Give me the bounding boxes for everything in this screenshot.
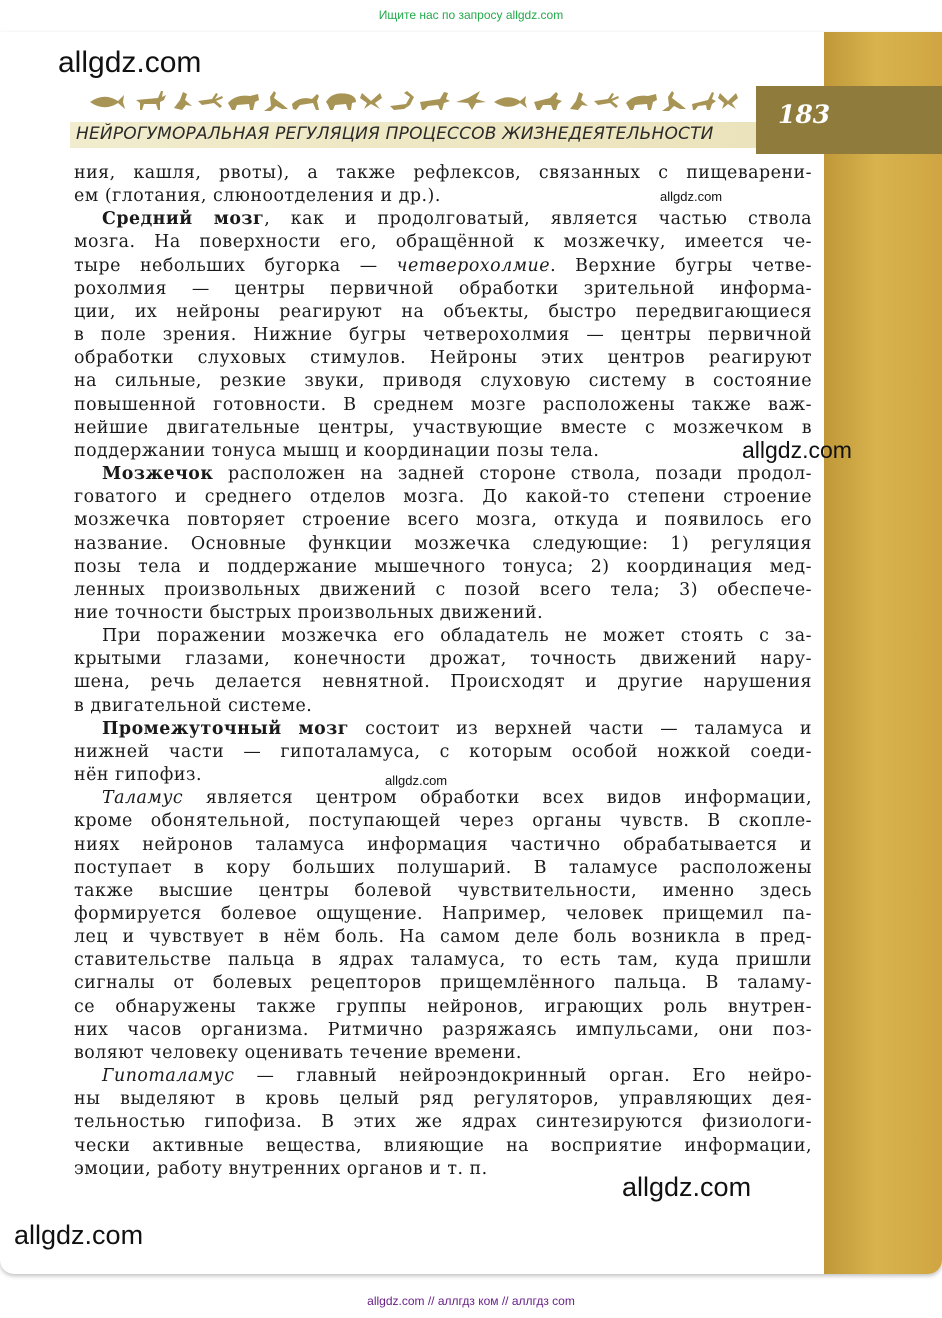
boar-icon (228, 94, 259, 110)
term-cerebellum: Мозжечок (102, 464, 214, 485)
text-line: в двигательной системе. (74, 695, 313, 716)
text-span: расположен на задней стороне ствола, позади продол- (213, 464, 812, 485)
text-line: нижней части — гипоталамуса, с которым особой ножкой соеди- (74, 741, 812, 762)
page-number: 183 (778, 100, 831, 129)
buffalo-icon (626, 94, 657, 110)
fox-icon (534, 92, 562, 110)
text-line: ции, их нейроны реагируют на объекты, быстро передвигающиеся (74, 301, 812, 322)
text-span: — главный нейроэндокринный орган. Его нейро- (234, 1066, 812, 1087)
text-line: кроме обонятельной, поступающей через органы чувств. В скопле- (74, 811, 812, 832)
term-thalamus: Таламус (102, 788, 184, 809)
text-line: чески активные вещества, влияющие на восприятие информации, (74, 1135, 812, 1156)
term-hypothalamus: Гипоталамус (102, 1066, 235, 1087)
term-midbrain: Средний мозг (102, 209, 265, 230)
insect-icon (198, 93, 223, 108)
fish-icon (90, 95, 125, 109)
text-line: эмоции, работу внутренних органов и т. п. (74, 1158, 488, 1179)
text-span: , как и продолговатый, является частью ствола (264, 209, 812, 230)
text-span: тыре небольших бугорка — (74, 255, 397, 276)
animal-ornament (88, 88, 740, 114)
text-line: название. Основные функции мозжечка следующие: 1) регуляция (74, 533, 812, 554)
text-line (74, 463, 812, 486)
fish2-icon (494, 96, 527, 108)
text-line: на сильные, резкие звуки, приводя слуховую систему в состояние (74, 371, 812, 392)
text-line (74, 718, 812, 741)
text-line: формируется болевое ощущение. Например, человек прищемил па- (74, 904, 812, 924)
text-line: повышенной готовности. В среднем мозге расположены также важ- (74, 394, 812, 415)
text-line: позы тела и поддержание мышечного тонуса; 2) координация мед- (74, 556, 812, 577)
text-line: ленных произвольных движений с позой всего тела; 3) обеспече- (74, 579, 812, 600)
bird-icon (174, 92, 192, 110)
antelope-icon (692, 92, 716, 110)
text-line: поступает в кору больших полушарий. В таламусе расположены (74, 857, 812, 878)
text-span: состоит из верхней части — таламуса и (348, 718, 812, 739)
deer-icon (136, 91, 166, 110)
text-line: шена, речь делается невнятной. Происходят и другие нарушения (74, 672, 812, 693)
horse-icon (420, 92, 450, 110)
text-line: тельностью гипофиза. В этих же ядрах синтезируются физиологи- (74, 1112, 812, 1133)
text-line: поддержании тонуса мышц и координации позы тела. (74, 440, 600, 461)
text-line: нейшие двигательные центры, участвующие вместе с мозжечком в (74, 417, 812, 438)
text-line: ставительстве пальца в ядрах таламуса, то есть там, куда пришли (74, 950, 812, 971)
page-edge-band (824, 32, 942, 1274)
bottom-links[interactable]: allgdz.com // аллгдз ком // аллгдз com (367, 1294, 575, 1308)
bird2-icon (456, 91, 486, 110)
term-quadrigemina: четверохолмие (396, 255, 551, 276)
text-line: нён гипофиз. (74, 765, 202, 786)
insect2-icon (594, 93, 619, 108)
watermark-right: allgdz.com (742, 437, 852, 463)
kangaroo2-icon (662, 91, 686, 111)
watermark-small-1: allgdz.com (660, 189, 723, 204)
text-line: них часов организма. Ритмично разряжаясь импульсами, они поз- (74, 1019, 812, 1040)
text-line (74, 255, 812, 278)
scorpion-icon (390, 91, 414, 110)
text-line: ния, кашля, рвоты), а также рефлексов, связанных с пищеварени- (74, 163, 812, 183)
textbook-page (0, 32, 942, 1274)
watermark-bottom-left: allgdz.com (14, 1220, 144, 1250)
text-line: При поражении мозжечка его обладатель не может стоять с за- (102, 626, 812, 647)
text-span: является центром обработки всех видов информации, (183, 788, 812, 809)
text-line (74, 208, 812, 231)
watermark-top-left: allgdz.com (58, 46, 202, 79)
top-promo-note[interactable]: Ищите нас по запросу allgdz.com (378, 8, 564, 22)
butterfly2-icon (718, 93, 738, 109)
text-line: се обнаружены также группы нейронов, играющих роль внутрен- (74, 996, 812, 1017)
text-line: в поле зрения. Нижние бугры четверохолмия — центры первичной (74, 325, 812, 346)
text-line: также высшие центры болевой чувствительности, именно здесь (74, 880, 812, 901)
text-line: сигналы от болевых рецепторов прищемлённого пальца. В таламу- (74, 973, 812, 994)
bird3-icon (570, 92, 588, 110)
text-line: ниях нейронов таламуса информация частично обрабатывается и (74, 834, 812, 855)
text-line (74, 1065, 812, 1088)
text-line: крытыми глазами, конечности дрожат, точность движений нару- (74, 649, 812, 670)
text-line (74, 787, 812, 810)
text-line: рохолмия — центры первичной обработки зрительной информа- (74, 278, 812, 299)
butterfly-icon (360, 93, 382, 109)
text-line: ем (глотания, слюноотделения и др.). (74, 186, 441, 207)
bison-icon (326, 93, 356, 110)
text-line: воляют человеку оценивать течение времени. (74, 1042, 522, 1063)
text-line: говатого и среднего отделов мозга. До какой-то степени строение (74, 487, 812, 508)
watermark-bottom-right: allgdz.com (622, 1172, 752, 1202)
text-line: ны выделяют в кровь целый ряд регуляторов, управляющих дея- (74, 1089, 812, 1110)
text-line: лец и чувствует в нём боль. На самом деле боль возникла в пред- (74, 927, 812, 948)
text-line: ние точности быстрых произвольных движений. (74, 602, 544, 623)
text-line: мозга. На поверхности его, обращённой к мозжечку, имеется че- (74, 232, 812, 253)
text-line: мозжечка повторяет строение всего мозга, откуда и появилось его (74, 510, 812, 531)
term-diencephalon: Промежуточный мозг (102, 718, 349, 739)
chapter-title: НЕЙРОГУМОРАЛЬНАЯ РЕГУЛЯЦИЯ ПРОЦЕССОВ ЖИЗНЕДЕЯТЕЛЬНОСТИ (76, 124, 714, 144)
kangaroo-icon (264, 91, 288, 111)
text-span: . Верхние бугры четве- (550, 255, 812, 276)
text-line: обработки слуховых стимулов. Нейроны этих центров реагируют (74, 348, 812, 369)
cat-icon (292, 94, 319, 110)
body-text (74, 162, 812, 1181)
watermark-small-2: allgdz.com (385, 773, 448, 788)
